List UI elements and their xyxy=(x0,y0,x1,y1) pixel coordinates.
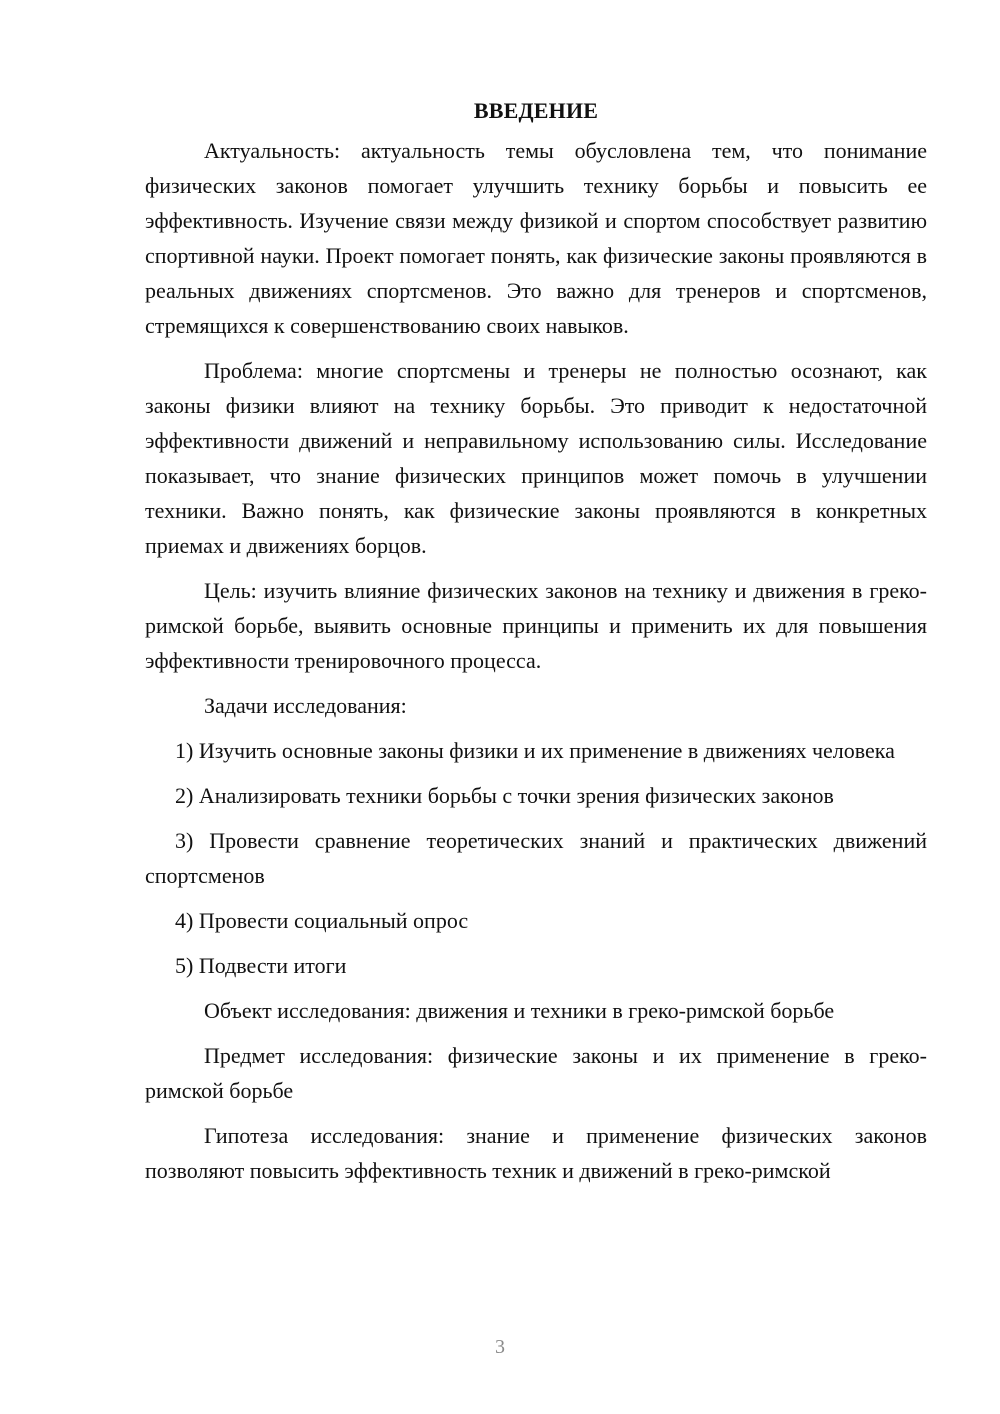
task-item-5: 5) Подвести итоги xyxy=(175,953,347,978)
task-item-3: 3) Провести сравнение теоретических знаний и практических движений спортсменов xyxy=(145,828,927,888)
paragraph-tasks-heading: Задачи исследования: xyxy=(204,693,407,718)
paragraph-hypothesis: Гипотеза исследования: знание и применение физических законов позволяют повысить эффективность техник и движений в греко-римской xyxy=(145,1123,927,1183)
section-title: ВВЕДЕНИЕ xyxy=(473,98,599,123)
task-item-2: 2) Анализировать техники борьбы с точки зрения физических законов xyxy=(175,783,834,808)
task-item-4: 4) Провести социальный опрос xyxy=(175,908,469,933)
paragraph-subject: Предмет исследования: физические законы и их применение в греко-римской борьбе xyxy=(145,1043,927,1103)
paragraph-relevance: Актуальность: актуальность темы обусловлена тем, что понимание физических законов помогает улучшить технику борьбы и повысить ее эффективность. Изучение связи между физикой и спортом способствует развитию спортивной науки. Проект помогает понять, как физические законы проявляются в реальных движениях спортсменов. Это важно для тренеров и спортсменов, стремящихся к совершенствованию своих навыков. xyxy=(145,138,927,338)
paragraph-problem: Проблема: многие спортсмены и тренеры не полностью осознают, как законы физики влияют на технику борьбы. Это приводит к недостаточной эффективности движений и неправильному использованию силы. Исследование показывает, что знание физических принципов может помочь в улучшении техники. Важно понять, как физические законы проявляются в конкретных приемах и движениях борцов. xyxy=(145,358,927,558)
page-content xyxy=(145,93,927,1198)
paragraph-object: Объект исследования: движения и техники в греко-римской борьбе xyxy=(204,998,835,1023)
task-item-1: 1) Изучить основные законы физики и их применение в движениях человека xyxy=(175,738,895,763)
page-number: 3 xyxy=(495,1336,505,1358)
paragraph-goal: Цель: изучить влияние физических законов на технику и движения в греко-римской борьбе, выявить основные принципы и применить их для повышения эффективности тренировочного процесса. xyxy=(145,578,927,673)
